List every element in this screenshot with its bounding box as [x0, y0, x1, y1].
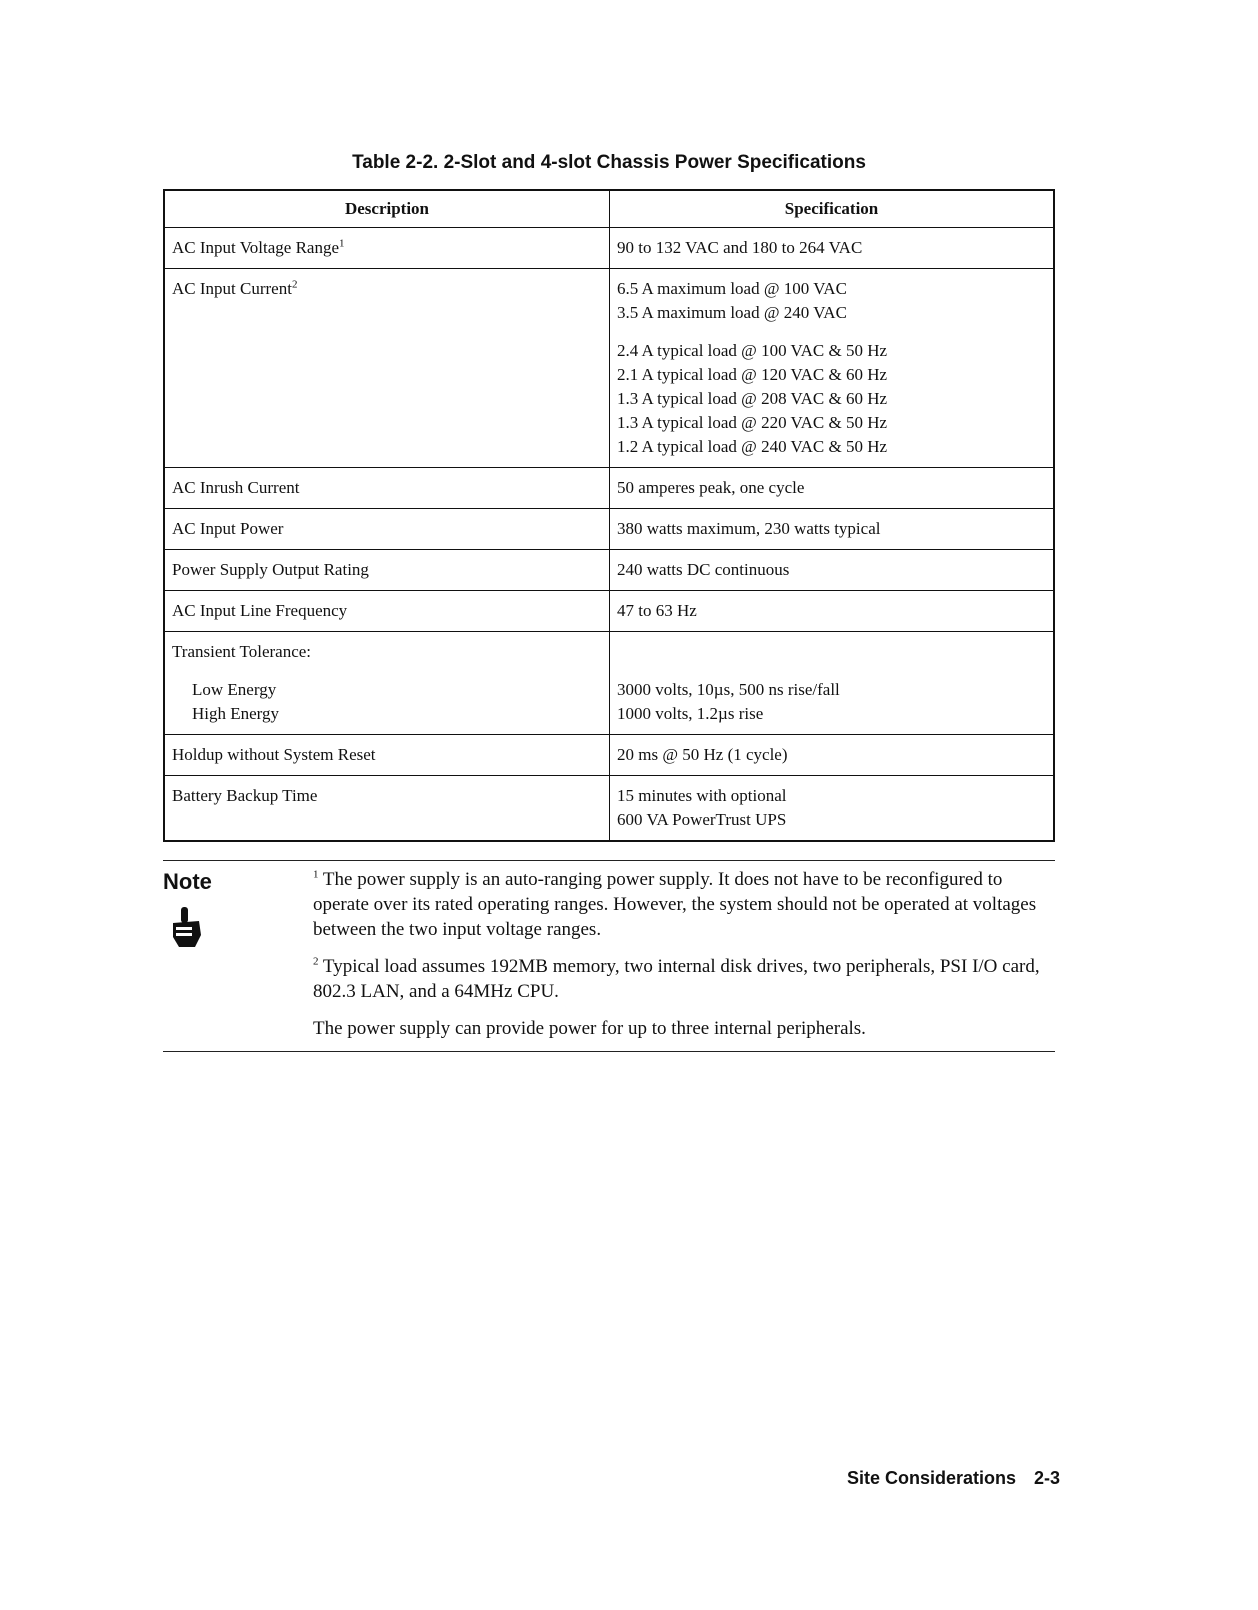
low-energy-spec: 3000 volts, 10µs, 500 ns rise/fall [617, 680, 840, 699]
table-row [164, 550, 1054, 591]
row-label [164, 269, 610, 468]
spec-line: 3.5 A maximum load @ 240 VAC [617, 303, 847, 322]
footer-section: Site Considerations [846, 1468, 1016, 1488]
row-label: Battery Backup Time [164, 776, 610, 842]
row-spec [610, 269, 1055, 468]
page-footer [760, 1468, 1060, 1489]
pointing-hand-icon [167, 905, 207, 951]
table-row [164, 632, 1054, 735]
power-spec-table [163, 189, 1055, 842]
spec-line: 2.1 A typical load @ 120 VAC & 60 Hz [617, 365, 888, 384]
footnote-ref: 1 [339, 237, 345, 250]
page-number: 2-3 [1033, 1468, 1060, 1488]
footnote-mark: 2 [313, 955, 319, 968]
spec-line: 15 minutes with optional [617, 786, 787, 805]
row-spec: 50 amperes peak, one cycle [610, 468, 1055, 509]
note-text: Typical load assumes 192MB memory, two internal disk drives, two peripherals, PSI I/O card, 802.3 LAN, and a 64MHz CPU. [313, 956, 1040, 1002]
row-spec [610, 776, 1055, 842]
spec-line: 600 VA PowerTrust UPS [617, 810, 787, 829]
footnote-mark: 1 [313, 868, 319, 881]
note-block [163, 860, 1055, 1052]
note-paragraph-2 [313, 954, 1055, 1004]
spec-line: 1.2 A typical load @ 240 VAC & 50 Hz [617, 437, 888, 456]
row-label: AC Input Power [164, 509, 610, 550]
current-label: AC Input Current [172, 279, 292, 298]
row-label: Power Supply Output Rating [164, 550, 610, 591]
table-row [164, 468, 1054, 509]
spec-line: 2.4 A typical load @ 100 VAC & 50 Hz [617, 341, 888, 360]
note-paragraph-3: The power supply can provide power for up to three internal peripherals. [313, 1018, 866, 1039]
spec-line: 1.3 A typical load @ 208 VAC & 60 Hz [617, 389, 888, 408]
high-energy-label: High Energy [192, 704, 280, 723]
row-spec: 47 to 63 Hz [610, 591, 1055, 632]
note-body [313, 867, 1055, 1041]
transient-label: Transient Tolerance: [172, 642, 312, 661]
row-spec: 20 ms @ 50 Hz (1 cycle) [610, 735, 1055, 776]
header-specification: Specification [610, 190, 1055, 228]
header-description: Description [164, 190, 610, 228]
table-caption: Table 2-2. 2-Slot and 4-slot Chassis Power Specifications [352, 152, 866, 173]
note-paragraph-1 [313, 867, 1055, 942]
row-spec [610, 632, 1055, 735]
table-row [164, 591, 1054, 632]
row-spec: 90 to 132 VAC and 180 to 264 VAC [610, 228, 1055, 269]
row-label: AC Inrush Current [164, 468, 610, 509]
note-label: Note [163, 869, 212, 894]
footnote-ref: 2 [291, 278, 298, 291]
table-header-row [164, 190, 1054, 228]
row-spec: 380 watts maximum, 230 watts typical [610, 509, 1055, 550]
row-label [164, 632, 610, 735]
spec-line: 1.3 A typical load @ 220 VAC & 50 Hz [617, 413, 888, 432]
row-label [164, 228, 610, 269]
high-energy-spec: 1000 volts, 1.2µs rise [617, 704, 764, 723]
low-energy-label: Low Energy [192, 680, 277, 699]
spec-line: 6.5 A maximum load @ 100 VAC [617, 279, 847, 298]
table-row [164, 228, 1054, 269]
note-text: The power supply is an auto-ranging power supply. It does not have to be reconfigured to operate over its rated operating ranges. However, the system should not be operated at voltages between the two input voltage ranges. [313, 869, 1037, 940]
row-label: AC Input Line Frequency [164, 591, 610, 632]
table-row [164, 776, 1054, 842]
table-row [164, 735, 1054, 776]
table-row [164, 509, 1054, 550]
voltage-label: AC Input Voltage Range [172, 238, 339, 257]
table-row [164, 269, 1054, 468]
row-label: Holdup without System Reset [164, 735, 610, 776]
row-spec: 240 watts DC continuous [610, 550, 1055, 591]
